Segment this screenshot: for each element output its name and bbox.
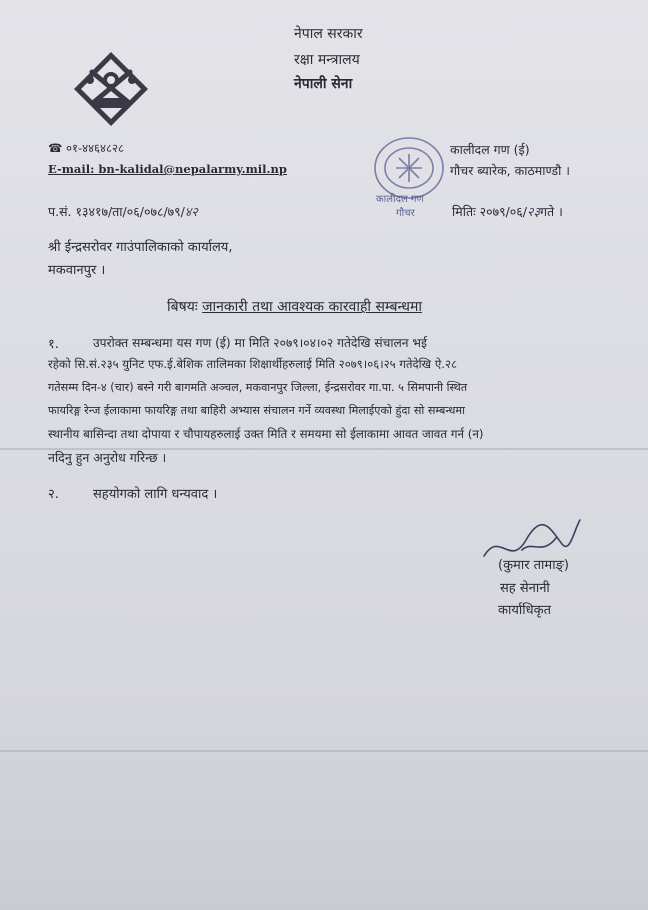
subject-text: जानकारी तथा आवश्यक कारवाही सम्बन्धमा [202,299,422,315]
signatory-title: कार्याधिकृत [498,603,552,618]
subject-line [167,297,422,316]
phone-line [48,141,124,156]
unit-location: गौचर ब्यारेक, काठमाण्डौ । [450,163,571,178]
subject-prefix: बिषयः [167,299,198,315]
recipient-office: श्री ईन्द्रसरोवर गाउंपालिकाको कार्यालय, [48,240,233,255]
paragraph-line: गतेसम्म दिन-४ (चार) बस्ने गरी बागमति अञ्चल, मकवानपुर जिल्ला, ईन्द्रसरोवर गा.पा. ५ सिमपानी स्थित [48,381,468,394]
paragraph-number: २. [48,487,59,502]
signatory-name: (कुमार तामाङ्) [498,558,569,573]
paragraph-line: उपरोक्त सम्बन्धमा यस गण (ई) मा मिति २०७९।०४।०२ गतेदेखि संचालन भई [93,336,427,350]
header-ministry: रक्षा मन्त्रालय [294,52,360,68]
recipient-district: मकवानपुर । [48,263,106,278]
reference-handwritten: ४२ [184,204,198,219]
paragraph-line: फायरिङ्ग रेन्ज ईलाकामा फायरिङ्ग तथा बाहिरी अभ्यास संचालन गर्ने व्यवस्था मिलाईएको हुंदा सो सम्बन्धमा [48,404,466,417]
svg-text:गौचर: गौचर [396,208,415,219]
paper-fold [0,750,648,752]
svg-text:कालीदल गण: कालीदल गण [376,194,424,205]
email-address: E-mail: bn-kalidal@nepalarmy.mil.np [48,162,287,176]
reference-number [48,203,198,220]
letter-date: मितिः २०७९/०६/२३गते । [452,204,563,219]
unit-name: कालीदल गण (ई) [450,142,530,157]
paragraph-number: १. [48,337,59,352]
paragraph-line: सहयोगको लागि धन्यवाद । [93,487,218,502]
phone-number: ०१-४४६४८२८ [65,141,124,155]
paragraph-line: रहेको सि.सं.२३५ युनिट एफ.ई.बेशिक तालिमका शिक्षार्थीहरुलाई मिति २०७९।०६।२५ गतेदेखि ऐ.२८ [48,357,458,371]
reference-printed: प.सं. १३४१७/ता/०६/०७८/७९/ [48,204,185,219]
signatory-rank: सह सेनानी [500,581,550,596]
header-army: नेपाली सेना [294,76,353,92]
header-govt: नेपाल सरकार [294,26,363,42]
paragraph-line: नदिनु हुन अनुरोध गरिन्छ । [48,450,167,465]
office-stamp [366,130,452,220]
nepal-army-emblem [72,50,150,128]
paragraph-line: स्थानीय बासिन्दा तथा दोपाया र चौपायहरुलाई उक्त मिति र समयमा सो ईलाकामा आवत जावत गर्न (न) [48,427,484,441]
phone-icon: ☎ [48,141,63,155]
